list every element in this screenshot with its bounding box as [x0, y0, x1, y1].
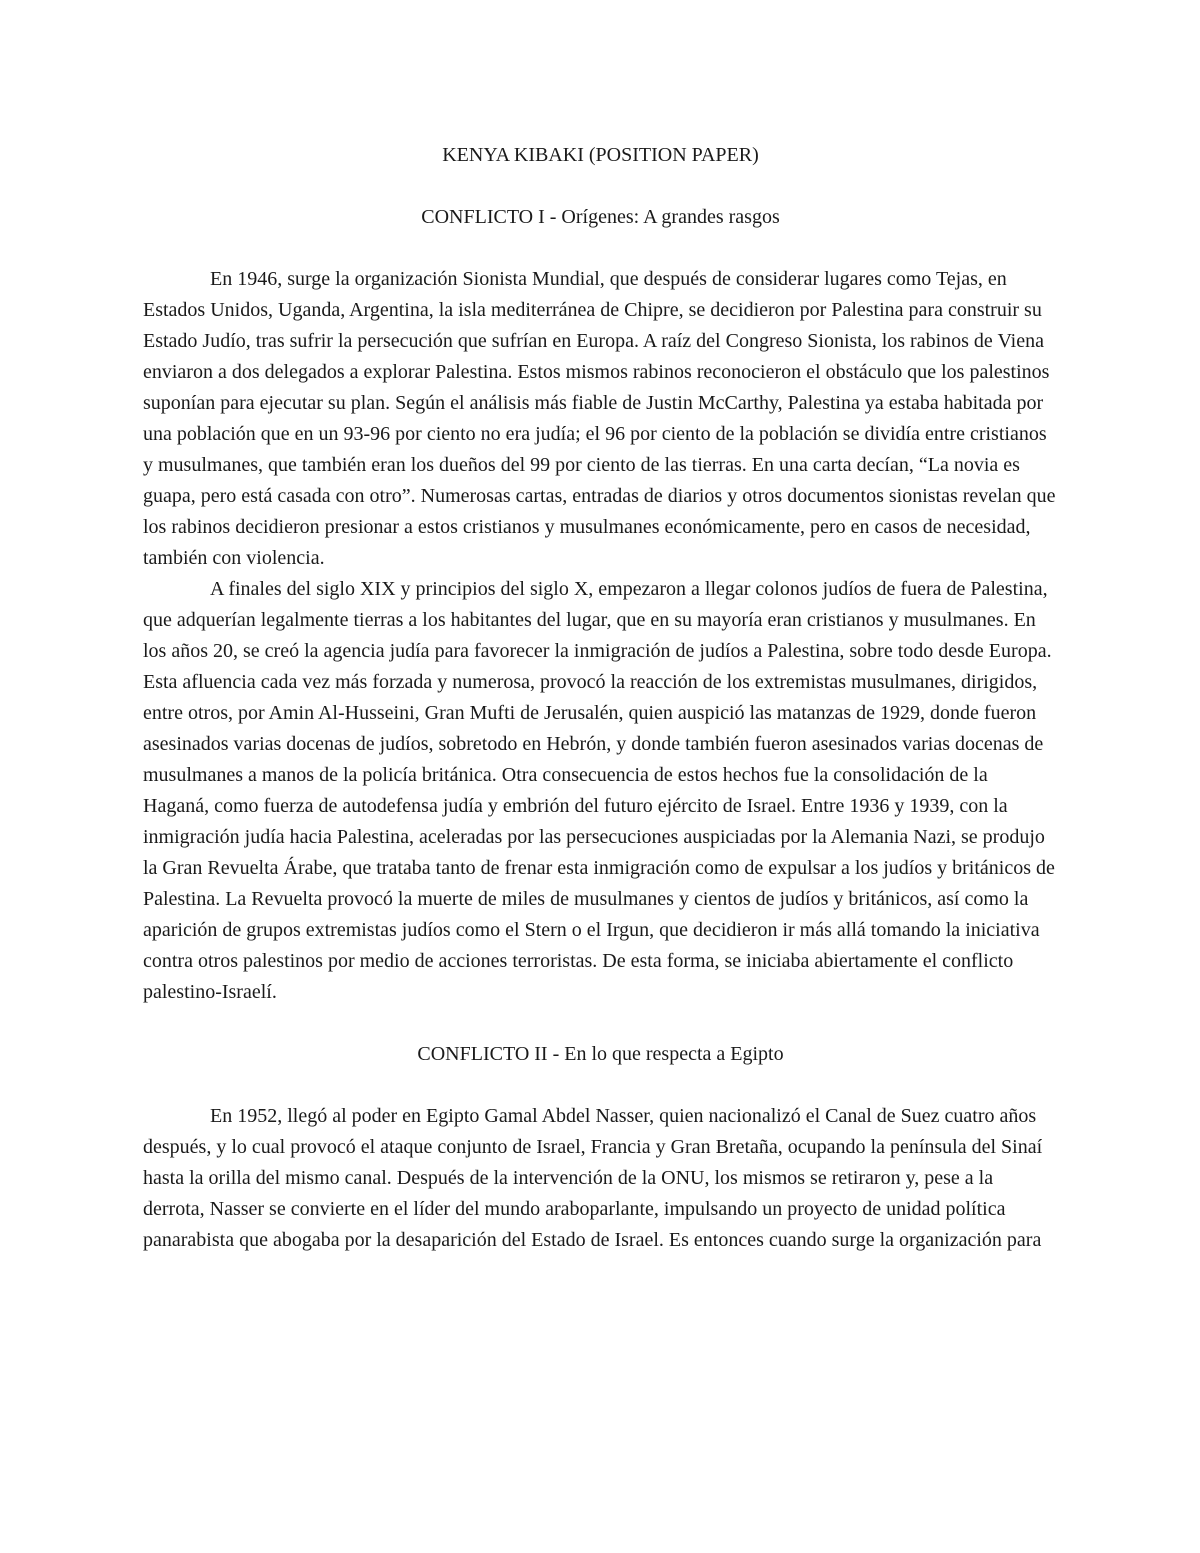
- document-body: [143, 140, 1058, 1256]
- section-conflicto-1: [143, 202, 1058, 1008]
- section-heading: CONFLICTO II - En lo que respecta a Egipto: [417, 1043, 784, 1065]
- paragraph: En 1946, surge la organización Sionista Mundial, que después de considerar lugares como Tejas, en Estados Unidos, Uganda, Argentina, la isla mediterránea de Chipre, se decidieron por Palestina para construir su Estado Judío, tras sufrir la persecución que sufrían en Europa. A raíz del Congreso Sionista, los rabinos de Viena enviaron a dos delegados a explorar Palestina. Estos mismos rabinos reconocieron el obstáculo que los palestinos suponían para ejecutar su plan. Según el análisis más fiable de Justin McCarthy, Palestina ya estaba habitada por una población que en un 93-96 por ciento no era judía; el 96 por ciento de la población se dividía entre cristianos y musulmanes, que también eran los dueños del 99 por ciento de las tierras. En una carta decían, “La novia es guapa, pero está casada con otro”. Numerosas cartas, entradas de diarios y otros documentos sionistas revelan que los rabinos decidieron presionar a estos cristianos y musulmanes económicamente, pero en casos de necesidad, también con violencia.: [143, 268, 1056, 569]
- document-title: KENYA KIBAKI (POSITION PAPER): [442, 144, 759, 166]
- section-conflicto-2: [143, 1039, 1058, 1256]
- section-heading: CONFLICTO I - Orígenes: A grandes rasgos: [421, 206, 780, 228]
- paragraph: En 1952, llegó al poder en Egipto Gamal Abdel Nasser, quien nacionalizó el Canal de Suez cuatro años después, y lo cual provocó el ataque conjunto de Israel, Francia y Gran Bretaña, ocupando la península del Sinaí hasta la orilla del mismo canal. Después de la intervención de la ONU, los mismos se retiraron y, pese a la derrota, Nasser se convierte en el líder del mundo araboparlante, impulsando un proyecto de unidad política panarabista que abogaba por la desaparición del Estado de Israel. Es entonces cuando surge la organización para: [143, 1105, 1043, 1251]
- paragraph: A finales del siglo XIX y principios del siglo X, empezaron a llegar colonos judíos de fuera de Palestina, que adquerían legalmente tierras a los habitantes del lugar, que en su mayoría eran cristianos y musulmanes. En los años 20, se creó la agencia judía para favorecer la inmigración de judíos a Palestina, sobre todo desde Europa. Esta afluencia cada vez más forzada y numerosa, provocó la reacción de los extremistas musulmanes, dirigidos, entre otros, por Amin Al-Husseini, Gran Mufti de Jerusalén, quien auspició las matanzas de 1929, donde fueron asesinados varias docenas de judíos, sobretodo en Hebrón, y donde también fueron asesinados varias docenas de musulmanes a manos de la policía británica. Otra consecuencia de estos hechos fue la consolidación de la Haganá, como fuerza de autodefensa judía y embrión del futuro ejército de Israel. Entre 1936 y 1939, con la inmigración judía hacia Palestina, aceleradas por las persecuciones auspiciadas por la Alemania Nazi, se produjo la Gran Revuelta Árabe, que trataba tanto de frenar esta inmigración como de expulsar a los judíos y británicos de Palestina. La Revuelta provocó la muerte de miles de musulmanes y cientos de judíos y británicos, así como la aparición de grupos extremistas judíos como el Stern o el Irgun, que decidieron ir más allá tomando la iniciativa contra otros palestinos por medio de acciones terroristas. De esta forma, se iniciaba abiertamente el conflicto palestino-Israelí.: [143, 578, 1055, 1003]
